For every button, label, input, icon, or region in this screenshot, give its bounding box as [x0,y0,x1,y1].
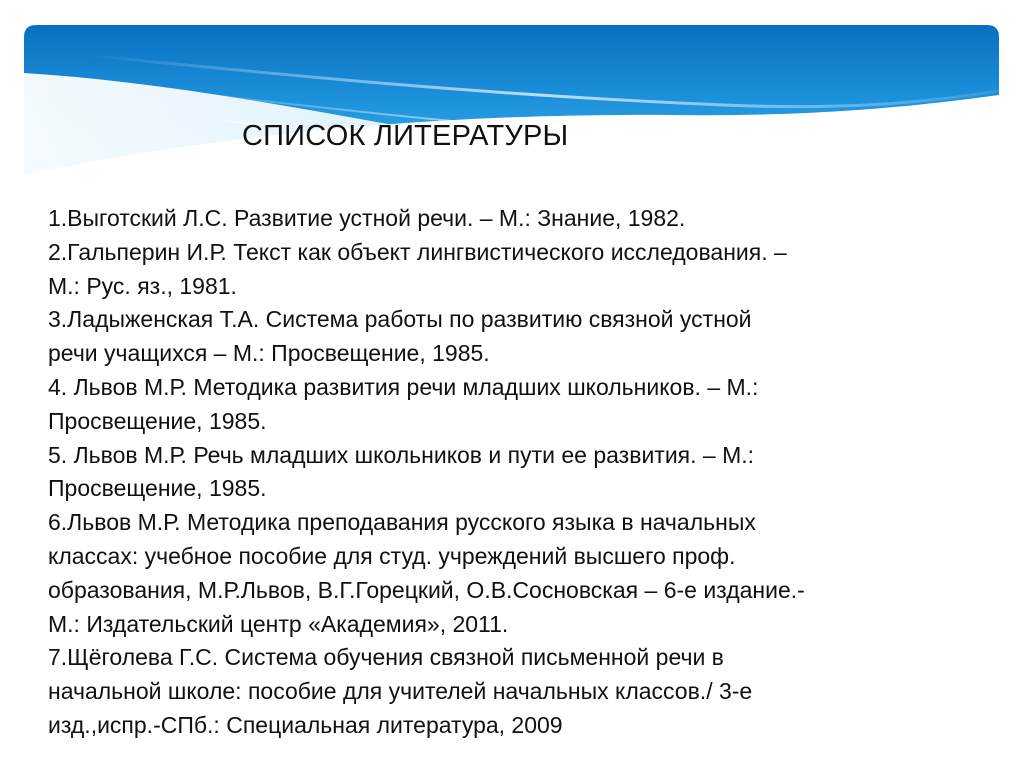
reference-line: 6.Львов М.Р. Методика преподавания русского языка в начальных [48,509,756,536]
reference-line: начальной школе: пособие для учителей начальных классов./ 3-е [48,678,753,705]
reference-line: классах: учебное пособие для студ. учреждений высшего проф. [48,542,736,569]
slide-title: СПИСОК ЛИТЕРАТУРЫ [242,120,569,152]
reference-item-3 [48,303,998,371]
reference-line: речи учащихся – М.: Просвещение, 1985. [48,340,490,367]
reference-line: Просвещение, 1985. [48,407,267,434]
reference-line: Просвещение, 1985. [48,475,267,502]
reference-item-7 [48,641,998,742]
reference-item-5 [48,439,998,507]
reference-item-6 [48,506,998,641]
reference-item-4 [48,371,998,439]
reference-line: М.: Рус. яз., 1981. [48,272,237,299]
reference-line: образования, М.Р.Львов, В.Г.Горецкий, О.В.Сосновская – 6-е издание.- [48,576,805,603]
reference-line: изд.,испр.-СПб.: Специальная литература, 2009 [48,711,563,738]
reference-item-2 [48,236,998,304]
reference-line: М.: Издательский центр «Академия», 2011. [48,610,509,637]
reference-line: 7.Щёголева Г.С. Система обучения связной письменной речи в [48,644,724,671]
reference-line: 1.Выготский Л.С. Развитие устной речи. – М.: Знание, 1982. [48,205,686,231]
reference-line: 3.Ладыженская Т.А. Система работы по развитию связной устной [48,306,752,333]
reference-line: 2.Гальперин И.Р. Текст как объект лингвистического исследования. – [48,238,787,265]
reference-item-1 [48,202,998,236]
header-wave-band [24,25,999,195]
reference-line: 4. Львов М.Р. Методика развития речи младших школьников. – М.: [48,373,759,400]
reference-list [48,202,998,743]
reference-line: 5. Львов М.Р. Речь младших школьников и пути ее развития. – М.: [48,441,755,468]
